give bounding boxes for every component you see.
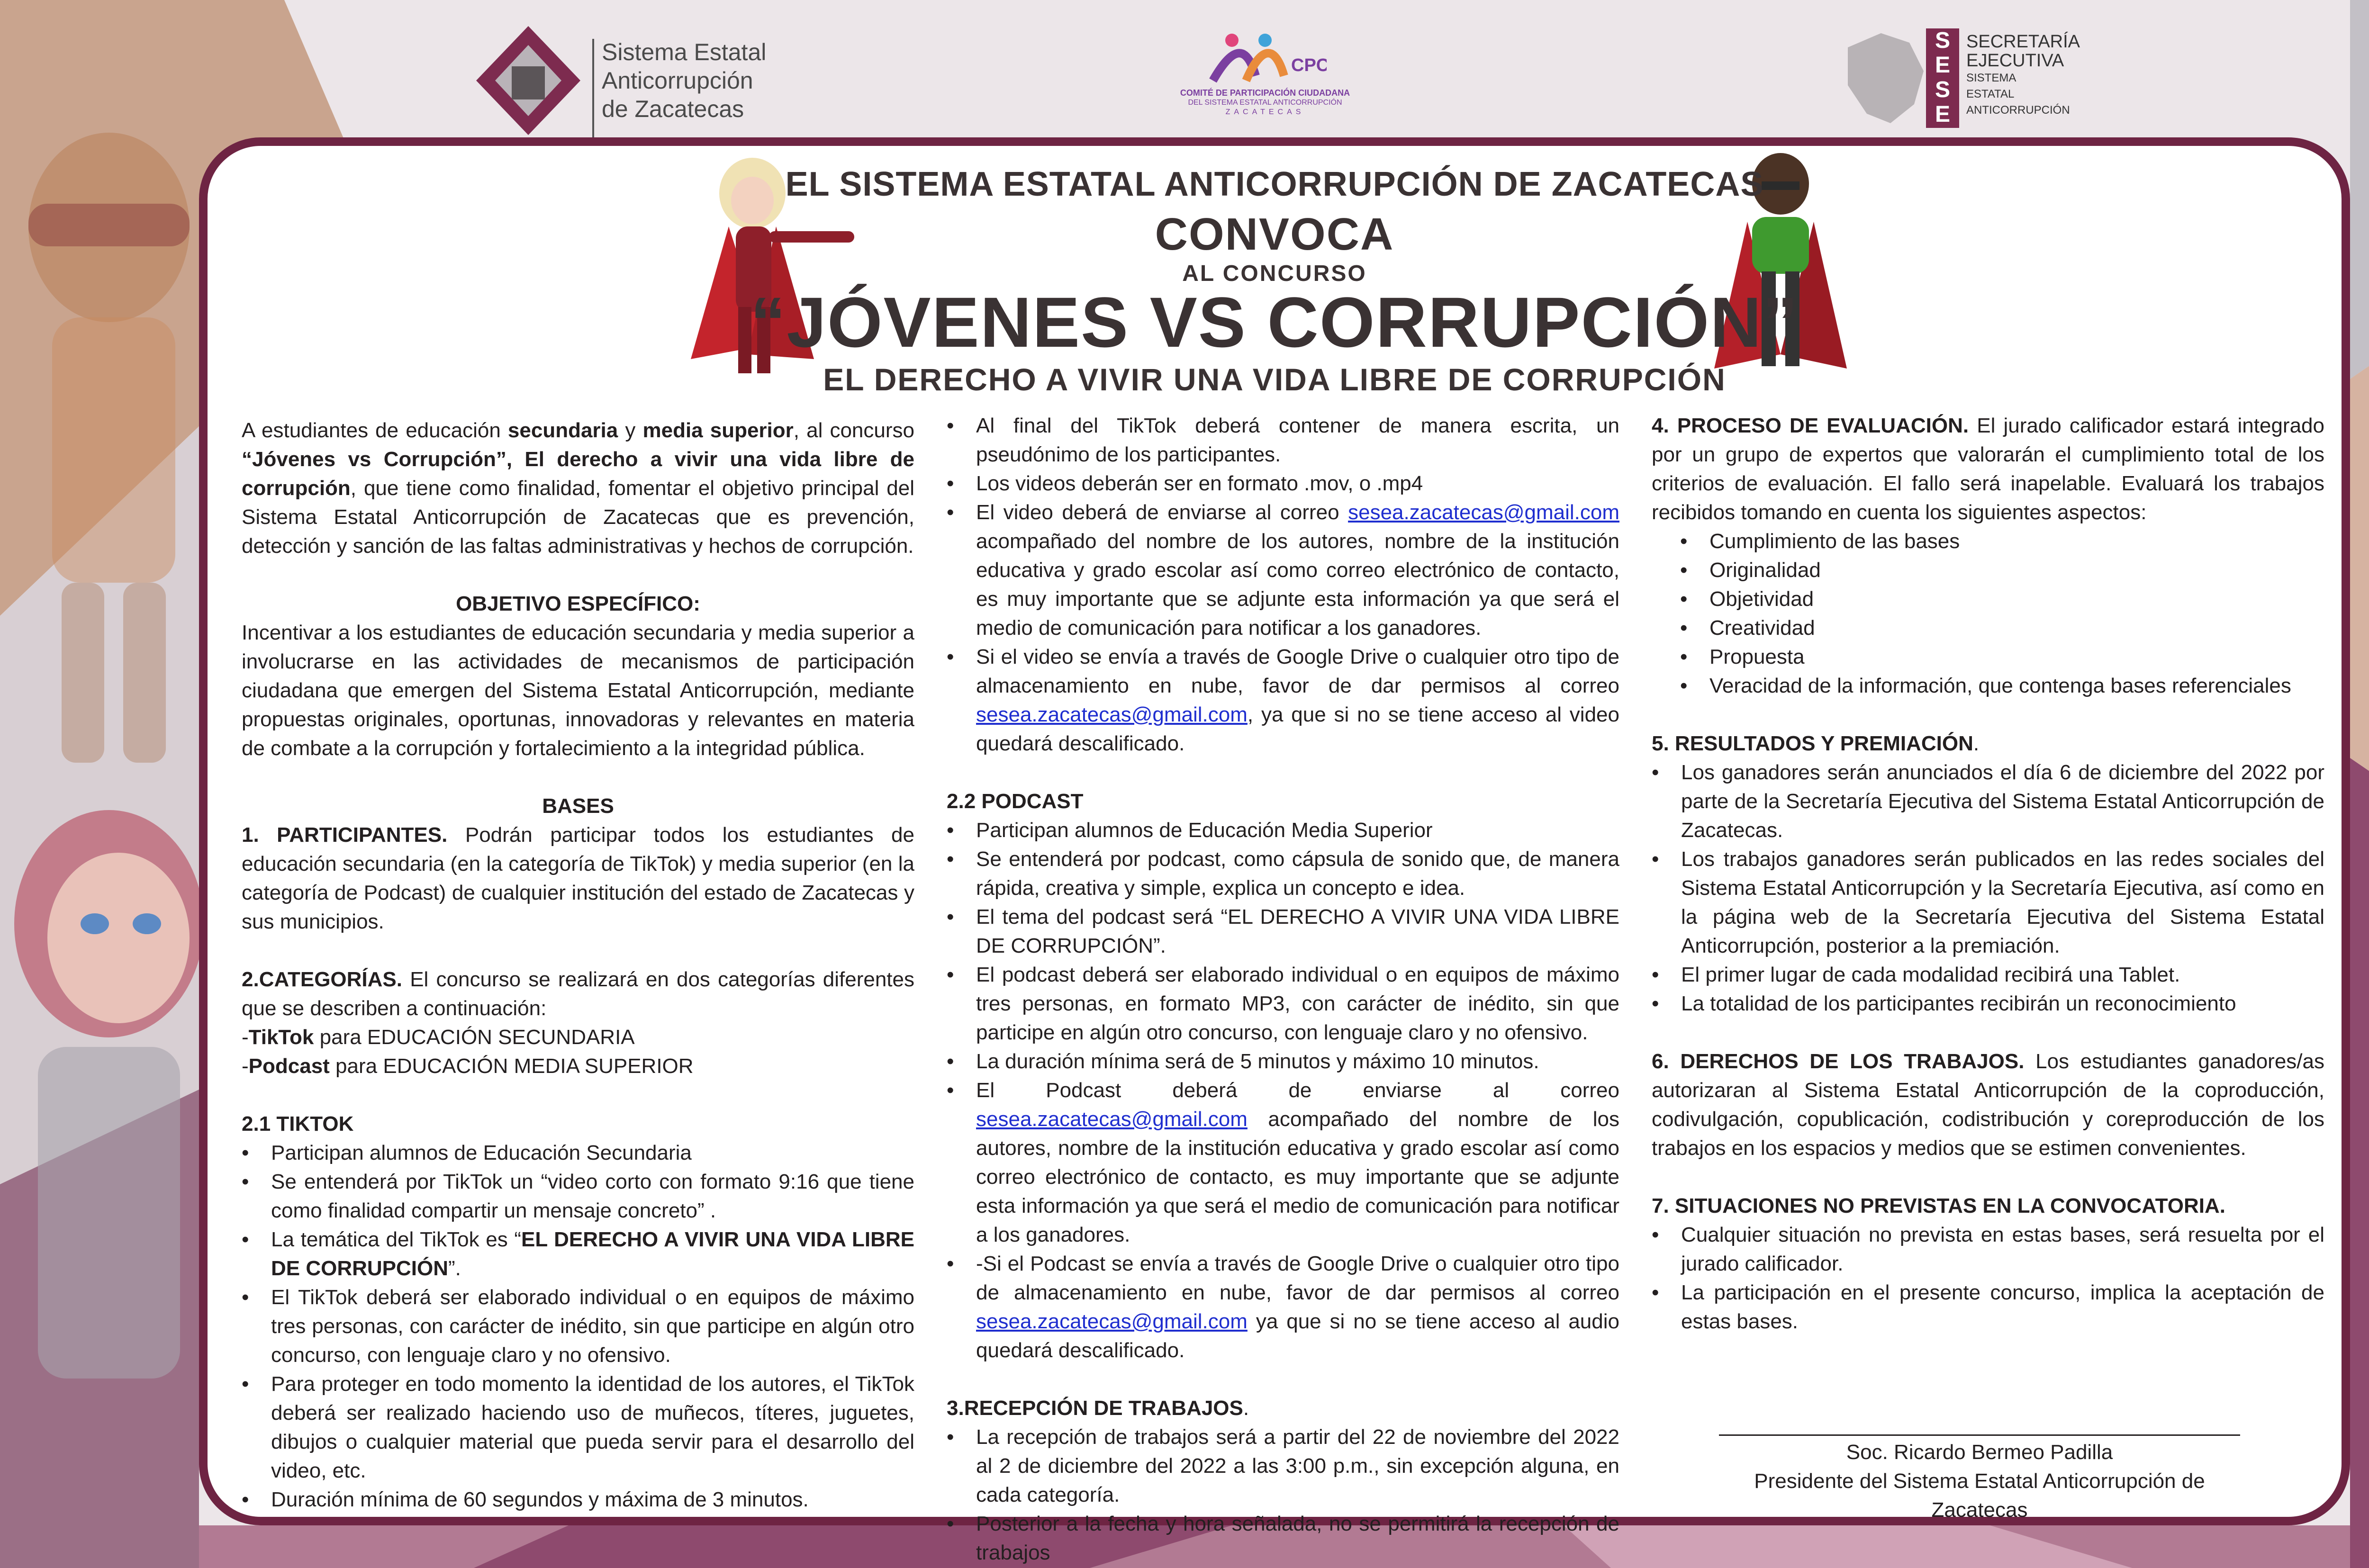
sesea-line5: ANTICORRUPCIÓN [1966,104,2070,117]
sea-logo-line2: Anticorrupción [602,67,753,94]
list-item: • La duración mínima será de 5 minutos y máximo 10 minutos. [976,1047,1619,1076]
bases-heading: BASES [542,794,614,818]
list-item: • El video deberá de enviarse al correo sesea.zacatecas@gmail.com acompañado del nombre de los autores, nombre de la institución educativa y grado escolar así como correo electrónico de contacto, es muy importante que se adjunte esta información ya que será el medio de comunicación para notificar a los ganadores. [976,498,1619,642]
contest-subtitle: EL DERECHO A VIVIR UNA VIDA LIBRE DE CORRUPCIÓN [823,362,1726,397]
list-item: • -Si el Podcast se envía a través de Google Drive o cualquier otro tipo de almacenamiento en nube, favor de dar permisos al correo sesea.zacatecas@gmail.com ya que si no se tiene acceso al audio quedará descalificado. [976,1249,1619,1365]
convoca-heading: CONVOCA [1155,209,1394,260]
resultados-heading: 5. RESULTADOS Y PREMIACIÓN. [1652,732,1980,755]
heroine-illustration [0,782,199,1540]
column-3 [1652,411,2324,1336]
list-item: • El tema del podcast será “EL DERECHO A VIVIR UNA VIDA LIBRE DE CORRUPCIÓN”. [976,902,1619,960]
list-item: • Los videos deberán ser en formato .mov, o .mp4 [976,469,1619,498]
list-item: • La participación en el presente concurso, implica la aceptación de estas bases. [1681,1278,2324,1336]
resultados-list [1652,758,2324,1018]
list-item: • Duración mínima de 60 segundos y máxima de 3 minutos. [271,1485,914,1514]
list-item: • Para proteger en todo momento la identidad de los autores, el TikTok deberá ser realizado haciendo uso de muñecos, títeres, juguetes, dibujos o cualquier material que pueda servir para el desarrollo del video, etc. [271,1370,914,1485]
criteria-item: • Veracidad de la información, que contenga bases referenciales [1709,671,2324,700]
category-tiktok: -TikTok para EDUCACIÓN SECUNDARIA [242,1026,635,1049]
main-panel [199,137,2350,1564]
derechos-paragraph: 6. DERECHOS DE LOS TRABAJOS. Los estudiantes ganadores/as autorizaran al Sistema Estatal Anticorrupción de la coproducción, codivulgación, copublicación, codistribución y coreproducción de los trabajos en los espacios y medios que se estimen convenientes. [1652,1050,2325,1160]
list-item: • Los trabajos ganadores serán publicados en las redes sociales del Sistema Estatal Anticorrupción y la Secretaría Ejecutiva, así como en la página web de la Secretaría Ejecutiva del Sistema Estatal Anticorrupción, posterior a la premiación. [1681,845,2324,960]
sea-emblem-icon [474,24,583,137]
evaluacion-paragraph: 4. PROCESO DE EVALUACIÓN. El jurado calificador estará integrado por un grupo de expertos que valorarán el cumplimiento total de los criterios de evaluación. El fallo será inapelable. Evaluará los trabajos recibidos tomando en cuenta los siguientes aspectos: [1652,414,2324,524]
list-item: • El podcast deberá ser elaborado individual o en equipos de máximo tres personas, en formato MP3, con carácter de inédito, sin que participe en algún otro concurso, con lenguaje claro y no ofensivo. [976,960,1619,1047]
sesea-line4: ESTATAL [1966,88,2015,100]
podcast-heading: 2.2 PODCAST [947,790,1084,813]
sesea-line2: EJECUTIVA [1966,51,2064,71]
category-podcast: -Podcast para EDUCACIÓN MEDIA SUPERIOR [242,1054,694,1078]
list-item: • Se entenderá por podcast, como cápsula de sonido que, de manera rápida, creativa y simple, explica un concepto e idea. [976,845,1619,902]
recepcion-list [947,1423,1619,1567]
list-item: • La recepción de trabajos será a partir del 22 de noviembre del 2022 al 2 de diciembre del 2022 a las 3:00 p.m., sin excepción alguna, en cada categoría. [976,1423,1619,1509]
header [208,165,2342,397]
sea-zacatecas-logo [474,24,777,137]
sea-logo-line3: de Zacatecas [602,96,744,122]
list-item: • La temática del TikTok es “EL DERECHO A VIVIR UNA VIDA LIBRE DE CORRUPCIÓN”. [271,1225,914,1283]
email-link[interactable]: sesea.zacatecas@gmail.com [1348,501,1619,524]
sesea-acronym: S E S E [1926,28,1959,128]
zacatecas-map-icon [1838,28,1933,128]
sea-logo-line1: Sistema Estatal [602,39,767,65]
list-item: • Cualquier situación no prevista en estas bases, será resuelta por el jurado calificador. [1681,1220,2324,1278]
logo-bar [0,0,2369,142]
signature-line [1719,1434,2240,1436]
cpc-logo-line3: ZACATECAS [1225,108,1305,116]
list-item: • Al final del TikTok deberá contener de manera escrita, un pseudónimo de los participantes. [976,411,1619,469]
podcast-list [947,816,1619,1365]
list-item: • El TikTok deberá ser elaborado individual o en equipos de máximo tres personas, con carácter de inédito, sin que participe en algún otro concurso, con lenguaje claro y no ofensivo. [271,1283,914,1370]
list-item: • Posterior a la fecha y hora señalada, no se permitirá la recepción de trabajos [976,1509,1619,1567]
criteria-item: • Creatividad [1709,613,2324,642]
al-concurso-heading: AL CONCURSO [1182,261,1367,286]
situaciones-list [1652,1220,2324,1336]
signature-block [1714,1434,2245,1524]
sesea-line1: SECRETARÍA [1966,32,2080,52]
criteria-item: • Objetividad [1709,585,2324,613]
tiktok-heading: 2.1 TIKTOK [242,1112,354,1135]
recepcion-heading: 3.RECEPCIÓN DE TRABAJOS. [947,1397,1249,1420]
column-2 [947,411,1619,1567]
email-link[interactable]: sesea.zacatecas@gmail.com [976,1108,1248,1131]
sesea-logo [1838,28,2080,133]
criteria-item: • Propuesta [1709,642,2324,671]
objetivo-heading: OBJETIVO ESPECÍFICO: [456,592,700,615]
cpc-mark: CPC [1291,55,1327,75]
list-item: • Los ganadores serán anunciados el día 6 de diciembre del 2022 por parte de la Secretaría Ejecutiva del Sistema Estatal Anticorrupción de Zacatecas. [1681,758,2324,845]
criteria-list [1652,527,2324,700]
list-item: • Participan alumnos de Educación Media Superior [976,816,1619,845]
criteria-item: • Originalidad [1709,556,2324,585]
cpc-figures-icon [1203,28,1327,85]
tiktok-list-continued [947,411,1619,758]
tiktok-list [242,1138,914,1514]
criteria-item: • Cumplimiento de las bases [1709,527,2324,556]
email-link[interactable]: sesea.zacatecas@gmail.com [976,703,1248,726]
cpc-logo [1180,28,1350,133]
cpc-logo-line2: DEL SISTEMA ESTATAL ANTICORRUPCIÓN [1188,99,1342,107]
objetivo-text: Incentivar a los estudiantes de educación secundaria y media superior a involucrarse en las actividades de mecanismos de participación ciudadana que emergen del Sistema Estatal Anticorrupción, mediante propuestas originales, oportunas, innovadoras y relevantes en materia de combate a la corrupción y fortalecimiento a la integridad pública. [242,621,914,760]
list-item: • Participan alumnos de Educación Secundaria [271,1138,914,1167]
signature-role: Presidente del Sistema Estatal Anticorrupción de Zacatecas [1754,1469,2205,1522]
list-item: • El Podcast deberá de enviarse al correo sesea.zacatecas@gmail.com acompañado del nombre de los autores, nombre de la institución educativa y grado escolar así como correo electrónico de contacto, es muy importante que se adjunte esta información ya que será el medio de comunicación para notificar a los ganadores. [976,1076,1619,1249]
hero-boy-illustration [0,118,199,782]
signature-name: Soc. Ricardo Bermeo Padilla [1846,1441,2113,1464]
list-item: • Se entenderá por TikTok un “video corto con formato 9:16 que tiene como finalidad compartir un mensaje concreto” . [271,1167,914,1225]
email-link[interactable]: sesea.zacatecas@gmail.com [976,1310,1248,1333]
list-item: • Si el video se envía a través de Google Drive o cualquier otro tipo de almacenamiento en nube, favor de dar permisos al correo sesea.zacatecas@gmail.com, ya que si no se tiene acceso al video quedará descalificado. [976,642,1619,758]
org-heading: EL SISTEMA ESTATAL ANTICORRUPCIÓN DE ZACATECAS [785,165,1764,203]
list-item: • El primer lugar de cada modalidad recibirá una Tablet. [1681,960,2324,989]
situaciones-heading: 7. SITUACIONES NO PREVISTAS EN LA CONVOCATORIA. [1652,1194,2225,1217]
participantes-paragraph: 1. PARTICIPANTES. Podrán participar todos los estudiantes de educación secundaria (en la categoría de TikTok) y media superior (en la categoría de Podcast) de cualquier institución del estado de Zacatecas y sus municipios. [242,823,914,933]
sesea-line3: SISTEMA [1966,72,2016,84]
contest-title: “JÓVENES VS CORRUPCIÓN” [750,282,1799,362]
column-1 [242,416,914,1514]
list-item: • La totalidad de los participantes recibirán un reconocimiento [1681,989,2324,1018]
categorias-paragraph: 2.CATEGORÍAS. El concurso se realizará en dos categorías diferentes que se describen a continuación: [242,968,914,1020]
cpc-logo-line1: COMITÉ DE PARTICIPACIÓN CIUDADANA [1180,88,1350,98]
intro-paragraph: A estudiantes de educación secundaria y media superior, al concurso “Jóvenes vs Corrupción”, El derecho a vivir una vida libre de corrupción, que tiene como finalidad, fomentar el objetivo principal del Sistema Estatal Anticorrupción de Zacatecas que es prevención, detección y sanción de las faltas administrativas y hechos de corrupción. [242,419,914,558]
